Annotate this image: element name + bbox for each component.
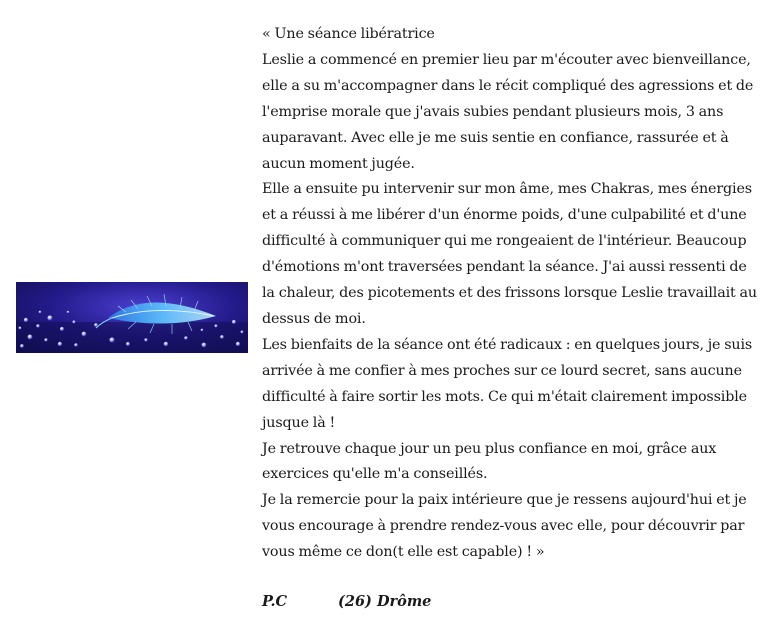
testimonial-paragraph: Je retrouve chaque jour un peu plus confiance en moi, grâce aux exercices qu'elle m'a conseillés. [262,440,717,483]
feather-illustration [16,282,248,353]
testimonial-paragraph: Leslie a commencé en premier lieu par m'écouter avec bienveillance, elle a su m'accompagner dans le récit compliqué des agressions et de l'emprise morale que j'avais subies pendant plusieurs mois, 3 ans auparavant. Avec elle je me suis sentie en confiance, rassurée et à aucun moment jugée. [262,51,754,172]
testimonial-paragraph: Elle a ensuite pu intervenir sur mon âme, mes Chakras, mes énergies et a réussi à me libérer d'un énorme poids, d'une culpabilité et d'une difficulté à communiquer qui me rongeaient de l'intérieur. Beaucoup d'émotions m'ont traversées pendant la séance. J'ai aussi ressenti de la chaleur, des picotements et des frissons lorsque Leslie travaillait au dessus de moi. [262,181,757,327]
signature-initials: P.C [262,593,288,610]
testimonial-paragraph: Je la remercie pour la paix intérieure que je ressens aujourd'hui et je vous encourage à prendre rendez-vous avec elle, pour découvrir par vous même ce don(t elle est capable) ! » [262,492,747,561]
signature [262,591,431,613]
feather-banner-image [16,282,248,353]
testimonial-paragraph: Les bienfaits de la séance ont été radicaux : en quelques jours, je suis arrivée à me confier à mes proches sur ce lourd secret, sans aucune difficulté à faire sortir les mots. Ce qui m'était clairement impossible jusque là ! [262,336,753,431]
signature-location: (26) Drôme [338,593,432,610]
testimonial-title: « Une séance libératrice [262,26,435,42]
testimonial-text [262,22,757,566]
